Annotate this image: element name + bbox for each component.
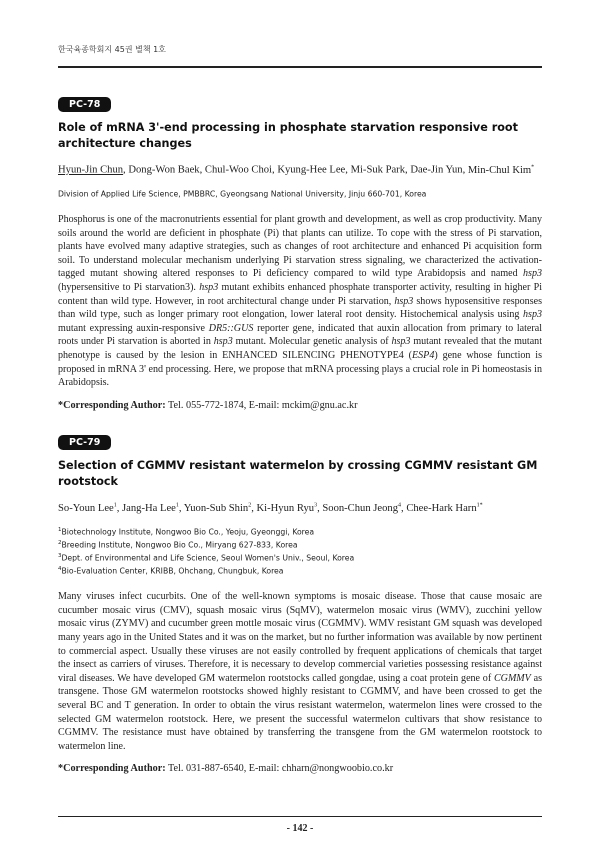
author: Dae-Jin Yun, [410,164,468,176]
author: Chee-Hark Harn$^{1*}$ [406,502,483,514]
author: Ki-Hyun Ryu$^3$, [256,502,323,514]
affiliation-list [58,525,542,577]
affiliation-list [58,187,542,200]
author: Chul-Woo Choi, [204,164,278,176]
header-rule [58,66,542,68]
corresponding-author: *Corresponding Author: Tel. 031-887-6540, E-mail: chharn@nongwoobio.co.kr [58,763,394,775]
abstract-id-badge: PC-78 [58,97,111,112]
author: Mi-Suk Park, [350,164,411,176]
affiliation: Division of Applied Life Science, PMBBRC, Gyeongsang National University, Jinju 660-701, Korea [58,189,427,199]
corresponding-author: *Corresponding Author: Tel. 055-772-1874, E-mail: mckim@gnu.ac.kr [58,399,358,411]
author: So-Youn Lee$^1$, [58,502,123,514]
abstract-title: Role of mRNA 3'-end processing in phosphate starvation responsive root architecture changes [58,121,518,150]
abstract-text: Many viruses infect cucurbits. One of the well-known symptoms is mosaic disease. Those that cause mosaic are cucumber mosaic virus (CMV), squash mosaic virus (SqMV), watermelon mosaic virus (WMV), zucchini yellow mosaic virus (ZYMV) and cucumber green mottle mosaic virus (CGMMV). WMV resistant GM squash was developed many years ago in the United States and it was on the market, but no further information was available by now pertinent to commercial aspect. Usually these viruses are not easily controlled by frequent applications of chemicals that target the insect as carriers of viruses. Therefore, it is necessary to develop commercial varieties possessing resistance against viral diseases. We have developed GM watermelon rootstocks called gongdae, using a coat protein gene of CGMMV as transgene. Those GM watermelon rootstocks showed highly resistant to CGMMV, and have been crossed to get the several BC and T generation. In order to obtain the virus resistant watermelon, watermelon lines were crossed to the selected GM watermelon rootstock. Here, we present the successful watermelon cultivars that show resistance to CGMMV. The resistance must have obtained by transferring the transgene from the GM watermelon rootstock to watermelon line. [58,591,542,752]
author: Kyung-Hee Lee, [277,164,351,176]
journal-header: 한국육종학회지 45권 별책 1호 [58,45,166,54]
author: Soon-Chun Jeong$^4$, [322,502,407,514]
author: Min-Chul Kim* [467,164,535,176]
affiliation: $^3$Dept. of Environmental and Life Science, Seoul Women's Univ., Seoul, Korea [58,553,355,563]
footer-rule [58,816,542,817]
author-list [58,161,542,177]
author: Yuon-Sub Shin$^2$, [183,502,257,514]
author-list [58,499,542,515]
page-number: - 142 - [286,823,314,834]
affiliation: $^4$Bio-Evaluation Center, KRIBB, Ohchang, Chungbuk, Korea [58,566,284,576]
abstract-title: Selection of CGMMV resistant watermelon by crossing CGMMV resistant GM rootstock [58,459,538,488]
abstract-pc-78 [58,94,542,412]
abstract-pc-79 [58,432,542,775]
author: Hyun-Jin Chun, [58,164,129,176]
affiliation: $^1$Biotechnology Institute, Nongwoo Bio Co., Yeoju, Gyeonggi, Korea [58,527,315,537]
abstract-id-badge: PC-79 [58,435,111,450]
author: Dong-Won Baek, [128,164,205,176]
abstract-text: Phosphorus is one of the macronutrients essential for plant growth and development, as well as crop productivity. Many soils around the world are deficient in phosphate (Pi) that plants can utilize. To cope with the stress of Pi starvation, plants have evolved many adaptive strategies, such as changes of root architecture and enhanced Pi acquisition form soil. To understand molecular mechanism underlying Pi starvation stress signaling, we characterized the activation-tagged mutant showing altered responses to Pi deficiency compared to wild type Arabidopsis and named hsp3 (hypersensitive to Pi starvation3). hsp3 mutant exhibits enhanced phosphate transporter activity, resulting in higher Pi content than wild type. However, in root architectural change under Pi starvation, hsp3 shows hyposensitive responses than wild type, such as longer primary root elongation, lower lateral root density. Histochemical analysis using hsp3 mutant expressing auxin-responsive DR5::GUS reporter gene, indicated that auxin allocation from primary to lateral roots under Pi starvation is aborted in hsp3 mutant. Molecular genetic analysis of hsp3 mutant revealed that the mutant phenotype is caused by the lesion in ENHANCED SILENCING PHENOTYPE4 (ESP4) gene whose function is proposed in mRNA 3' end processing. Here, we propose that mRNA processing plays a crucial role in Pi homeostasis in Arabidopsis. [58,214,543,389]
affiliation: $^2$Breeding Institute, Nongwoo Bio Co., Miryang 627-833, Korea [58,540,298,550]
author: Jang-Ha Lee$^1$, [122,502,184,514]
